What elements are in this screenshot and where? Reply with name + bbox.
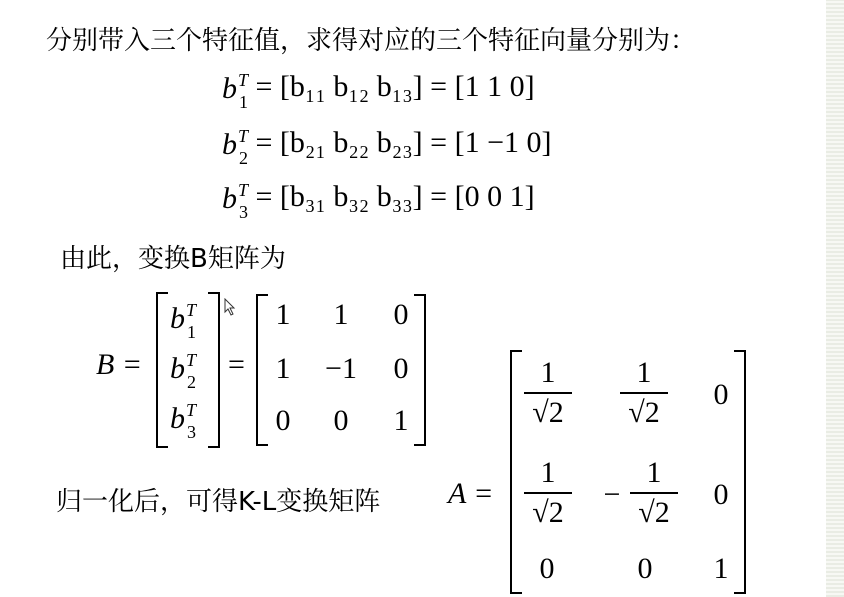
b-col-2-base: b	[170, 352, 185, 385]
eigenvector-eq-1	[222, 66, 535, 112]
b-col-3-sub: 3	[187, 422, 196, 442]
b-m33: 1	[393, 404, 409, 437]
a-m22-minus: −	[603, 478, 621, 511]
b-col-1-sub: 1	[187, 322, 196, 342]
b-eq-sign: =	[228, 348, 245, 381]
eq1-rhs: = [b₁₁ b₁₂ b₁₃] = [1 1 0]	[255, 70, 535, 103]
a-m33: 1	[713, 552, 729, 585]
b-m23: 0	[393, 352, 409, 385]
a-m22-num: 1	[646, 456, 662, 489]
b-col-2-sub: 2	[187, 372, 196, 392]
eq1-base: b	[222, 72, 237, 105]
b-m11: 1	[275, 298, 291, 331]
a-m12-frac	[616, 356, 672, 430]
b-m12: 1	[333, 298, 349, 331]
eq2-rhs: = [b₂₁ b₂₂ b₂₃] = [1 −1 0]	[255, 126, 552, 159]
a-m11-frac	[520, 356, 576, 430]
transform-b-text: 由此，变换B矩阵为	[60, 244, 286, 274]
eq3-rhs: = [b₃₁ b₃₂ b₃₃] = [0 0 1]	[255, 180, 535, 213]
b-col-3-sup: T	[186, 400, 197, 420]
eq3-sub: 3	[239, 202, 248, 222]
b-lhs: B =	[96, 348, 143, 381]
b-m32: 0	[333, 404, 349, 437]
eq1-sup: T	[238, 70, 249, 90]
b-col-row-3	[170, 396, 197, 442]
b-col-1-sup: T	[186, 300, 197, 320]
a-m23: 0	[713, 478, 729, 511]
b-col-row-2	[170, 346, 197, 392]
a-m31: 0	[539, 552, 555, 585]
eigenvector-eq-3	[222, 176, 535, 222]
b-m22: −1	[325, 352, 357, 385]
b-matrix-left-bracket	[256, 294, 268, 446]
a-m13: 0	[713, 378, 729, 411]
b-m31: 0	[275, 404, 291, 437]
a-m32: 0	[637, 552, 653, 585]
b-m21: 1	[275, 352, 291, 385]
b-m13: 0	[393, 298, 409, 331]
eq3-sup: T	[238, 180, 249, 200]
a-m12-num: 1	[636, 356, 652, 389]
a-m21-frac	[520, 456, 576, 530]
b-col-row-1	[170, 296, 197, 342]
b-col-2-sup: T	[186, 350, 197, 370]
eq1-sub: 1	[239, 92, 248, 112]
eigenvector-eq-2	[222, 122, 552, 168]
b-col-3-base: b	[170, 402, 185, 435]
a-m11-den: √2	[532, 396, 564, 429]
intro-text: 分别带入三个特征值，求得对应的三个特征向量分别为：	[46, 26, 697, 56]
eq2-sup: T	[238, 126, 249, 146]
eq2-base: b	[222, 128, 237, 161]
a-lhs: A =	[448, 477, 494, 510]
eq2-sub: 2	[239, 148, 248, 168]
a-m12-den: √2	[628, 396, 660, 429]
normalize-text: 归一化后，可得K-L变换矩阵	[56, 487, 381, 517]
a-m22-den: √2	[638, 496, 670, 529]
eq3-base: b	[222, 182, 237, 215]
a-m21-den: √2	[532, 496, 564, 529]
b-col-right-bracket	[208, 292, 220, 448]
a-m21-num: 1	[540, 456, 556, 489]
mouse-cursor-icon	[224, 298, 236, 316]
b-col-left-bracket	[156, 292, 168, 448]
slide-edge-strip	[826, 0, 844, 597]
b-col-1-base: b	[170, 302, 185, 335]
a-m11-num: 1	[540, 356, 556, 389]
a-m22-frac	[626, 456, 682, 530]
